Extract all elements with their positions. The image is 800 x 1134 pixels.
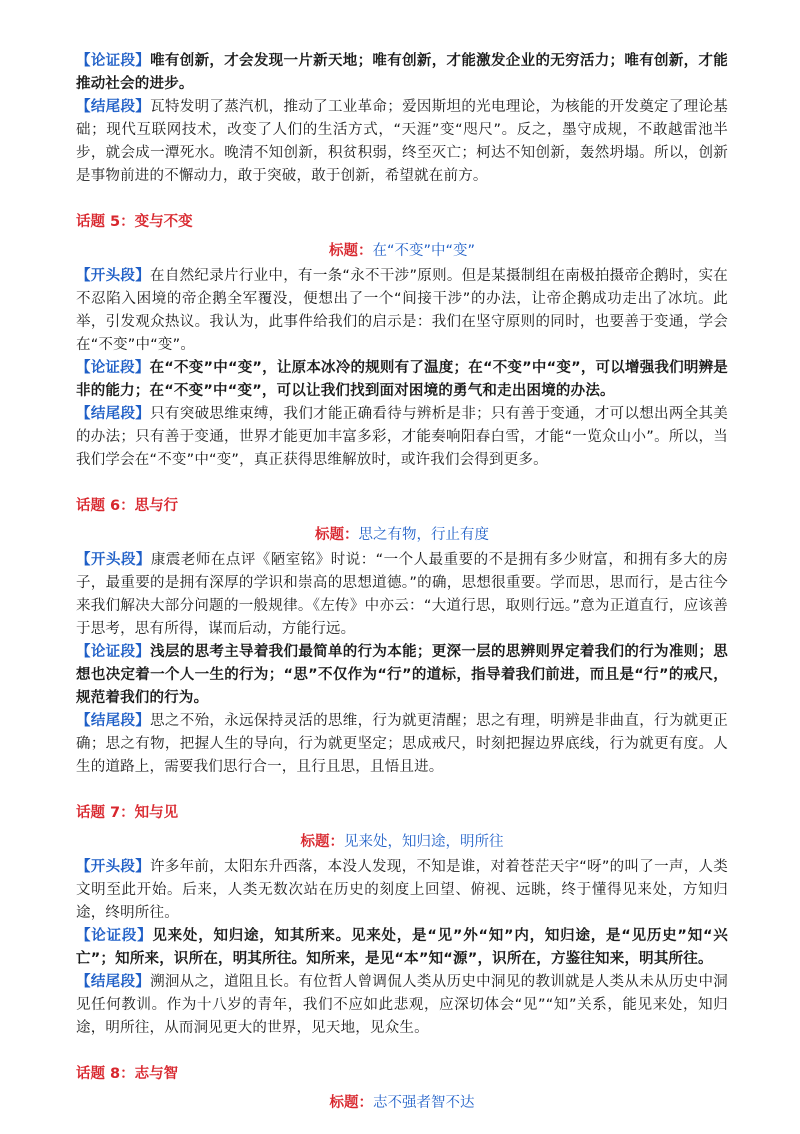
- topic-heading: 话题 6：思与行: [76, 498, 179, 514]
- opening-paragraph: [76, 265, 728, 357]
- opening-paragraph: [76, 856, 728, 925]
- essay-title: [76, 524, 728, 547]
- ending-paragraph: [76, 710, 728, 779]
- paragraph-text: 浅层的思考主导着我们最简单的行为本能；更深一层的思辨则界定着我们的行为准则；思想也决定着一个人一生的行为；“思”不仅作为“行”的道标，指导着我们前进，而且是“行”的戒尺，规范着我们的行为。: [76, 644, 729, 706]
- title-label: 标题：: [315, 527, 359, 543]
- paragraph-text: 在自然纪录片行业中，有一条“永不干涉”原则。但是某摄制组在南极拍摄帝企鹅时，实在不忍陷入困境的帝企鹅全军覆没，便想出了一个“间接干涉”的办法，让帝企鹅成功走出了冰坑。此举，引发观众热议。我认为，此事件给我们的启示是：我们在坚守原则的同时，也要善于变通，学会在“不变”中“变”。: [76, 268, 728, 353]
- paragraph-text: 许多年前，太阳东升西落，本没人发现，不知是谁，对着苍茫天宇“呀”的叫了一声，人类文明至此开始。后来，人类无数次站在历史的刻度上回望、俯视、远眺，终于懂得见来处，方知归途，终明所往。: [76, 859, 728, 921]
- paragraph-text: 唯有创新，才会发现一片新天地；唯有创新，才能激发企业的无穷活力；唯有创新，才能推动社会的进步。: [76, 53, 729, 92]
- opening-paragraph: [76, 549, 728, 641]
- essay-title: [76, 831, 728, 854]
- paragraph-tag: 【论证段】: [76, 360, 150, 376]
- title-text: 见来处，知归途，明所往: [344, 834, 504, 850]
- title-label: 标题：: [300, 834, 344, 850]
- paragraph-text: 见来处，知归途，知其所来。见来处，是“见”外“知”内，知归途，是“见历史”知“兴亡”；知所来，识所在，明其所往。知所来，是见“本”知“源”，识所在，方鉴往知来，明其所往。: [76, 928, 728, 967]
- paragraph-tag: 【论证段】: [76, 644, 151, 660]
- argument-paragraph: [76, 50, 728, 96]
- paragraph-tag: 【结尾段】: [76, 974, 151, 990]
- ending-paragraph: [76, 96, 728, 188]
- paragraph-text: 康震老师在点评《陋室铭》时说：“一个人最重要的不是拥有多少财富，和拥有多大的房子，最重要的是拥有深厚的学识和崇高的思想道德。”的确，思想很重要。学而思，思而行，是古往今来我们解决大部分问题的一般规律。《左传》中亦云：“大道行思，取则行远。”意为正道直行，应该善于思考，思有所得，谋而后动，方能行远。: [76, 552, 729, 637]
- ending-paragraph: [76, 403, 728, 472]
- title-text: 思之有物，行止有度: [358, 527, 489, 543]
- argument-paragraph: [76, 357, 728, 403]
- paragraph-tag: 【开头段】: [76, 552, 151, 568]
- paragraph-text: 思之不殆，永远保持灵活的思维，行为就更清醒；思之有理，明辨是非曲直，行为就更正确；思之有物，把握人生的导向，行为就更坚定；思成戒尺，时刻把握边界底线，行为就更有度。人生的道路上，需要我们思行合一，且行且思，且悟且进。: [76, 713, 729, 775]
- paragraph-tag: 【结尾段】: [76, 713, 151, 729]
- paragraph-tag: 【开头段】: [76, 268, 151, 284]
- paragraph-text: 溯洄从之，道阻且长。有位哲人曾调侃人类从历史中洞见的教训就是人类从未从历史中洞见任何教训。作为十八岁的青年，我们不应如此悲观，应深切体会“见”“知”关系，能见来处，知归途，明所往，从而洞见更大的世界，见天地，见众生。: [76, 974, 729, 1036]
- topic-heading: 话题 7：知与见: [76, 805, 179, 821]
- essay-title: [76, 1092, 728, 1115]
- paragraph-tag: 【论证段】: [76, 53, 151, 69]
- essay-title: [76, 240, 728, 263]
- ending-paragraph: [76, 971, 728, 1040]
- topic-heading: 话题 5：变与不变: [76, 214, 193, 230]
- title-text: 在“不变”中“变”: [372, 243, 476, 259]
- paragraph-tag: 【论证段】: [76, 928, 153, 944]
- paragraph-tag: 【结尾段】: [76, 99, 151, 115]
- topic-heading: 话题 8：志与智: [76, 1066, 179, 1082]
- paragraph-tag: 【开头段】: [76, 859, 151, 875]
- title-text: 志不强者智不达: [373, 1095, 475, 1111]
- argument-paragraph: [76, 925, 728, 971]
- paragraph-text: 瓦特发明了蒸汽机，推动了工业革命；爱因斯坦的光电理论，为核能的开发奠定了理论基础；现代互联网技术，改变了人们的生活方式，“天涯”变“咫尺”。反之，墨守成规，不敢越雷池半步，就会成一潭死水。晚清不知创新，积贫积弱，终至灭亡；柯达不知创新，轰然坍塌。所以，创新是事物前进的不懈动力，敢于突破，敢于创新，希望就在前方。: [76, 99, 729, 184]
- paragraph-text: 只有突破思维束缚，我们才能正确看待与辨析是非；只有善于变通，才可以想出两全其美的办法；只有善于变通，世界才能更加丰富多彩，才能奏响阳春白雪，才能“一览众山小”。所以，当我们学会在“不变”中“变”，真正获得思维解放时，或许我们会得到更多。: [76, 406, 729, 468]
- title-label: 标题：: [328, 243, 373, 259]
- paragraph-text: 在“不变”中“变”，让原本冰冷的规则有了温度；在“不变”中“变”，可以增强我们明辨是非的能力；在“不变”中“变”，可以让我们找到面对困境的勇气和走出困境的办法。: [76, 360, 728, 399]
- paragraph-tag: 【结尾段】: [76, 406, 151, 422]
- title-label: 标题：: [329, 1095, 373, 1111]
- argument-paragraph: [76, 641, 728, 710]
